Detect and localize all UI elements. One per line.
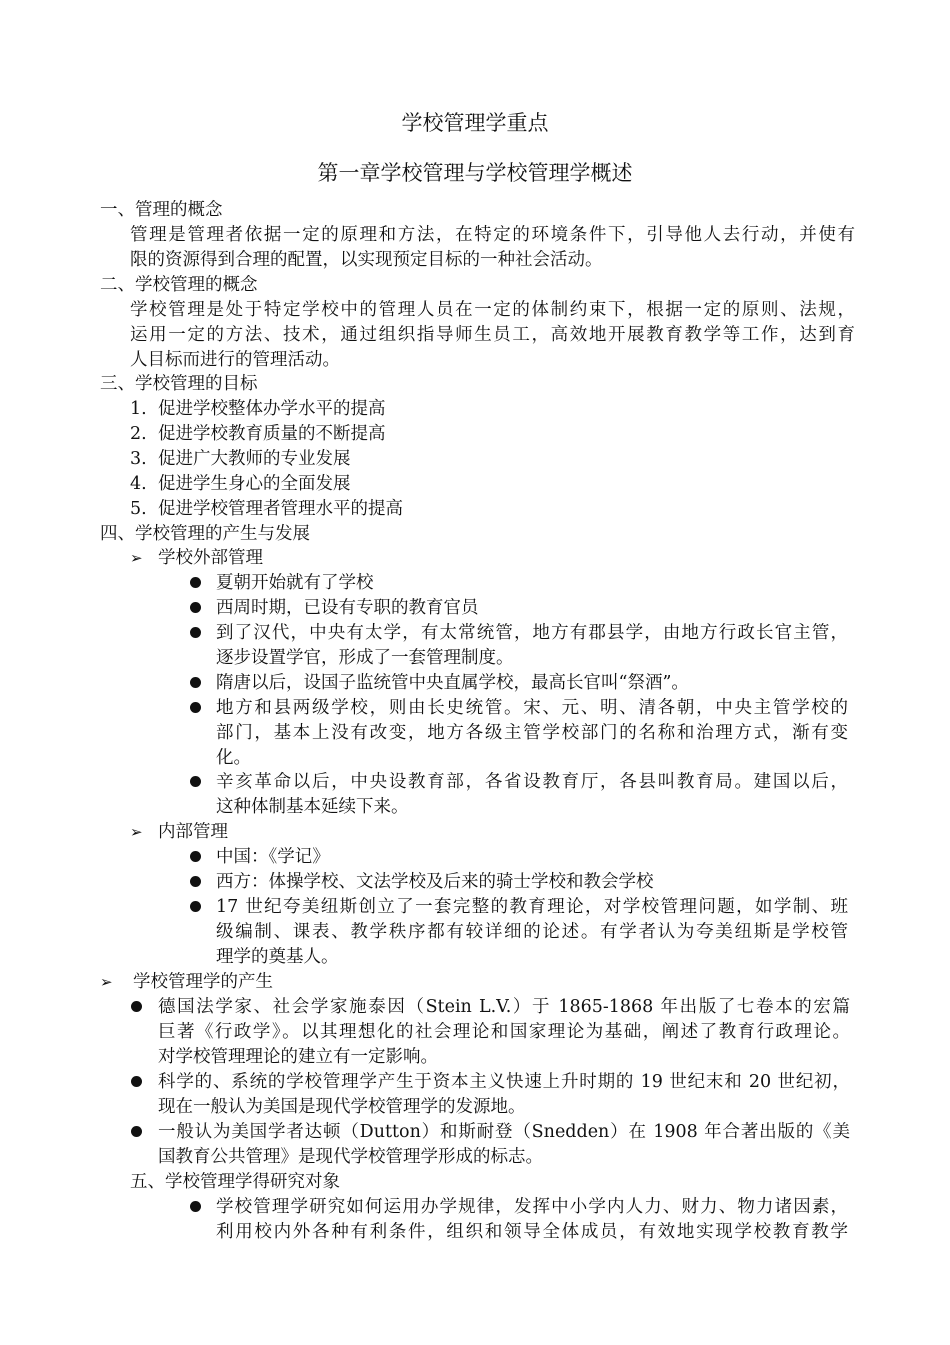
bullet-dot-icon [131,1126,142,1137]
bullet-text: 一般认为美国学者达顿（Dutton）和斯耐登（Snedden）在 1908 年合著出版的《美 [158,1122,850,1142]
section-heading: 一、管理的概念 [100,200,223,220]
bullet-dot-icon [190,627,201,638]
chapter-title: 第一章学校管理与学校管理学概述 [317,161,633,185]
bullet-dot-icon [190,577,201,588]
bullet-text: 逐步设置学官，形成了一套管理制度。 [216,648,514,668]
arrow-bullet-icon: ➢ [100,973,113,991]
paragraph-line: 运用一定的方法、技术，通过组织指导师生员工，高效地开展教育教学等工作，达到育 [130,325,855,345]
bullet-text: 巨著《行政学》。以其理想化的社会理论和国家理论为基础，阐述了教育行政理论。 [158,1022,850,1042]
bullet-dot-icon [190,677,201,688]
list-item: 促进学校教育质量的不断提高 [158,424,386,444]
bullet-text: 17 世纪夸美纽斯创立了一套完整的教育理论，对学校管理问题，如学制、班 [216,897,848,917]
bullet-dot-icon [190,1201,201,1212]
arrow-bullet-icon: ➢ [130,823,143,841]
bullet-dot-icon [190,851,201,862]
paragraph-line: 管理是管理者依据一定的原理和方法，在特定的环境条件下，引导他人去行动，并使有 [130,225,855,245]
list-number: 5. [130,499,147,519]
bullet-dot-icon [190,702,201,713]
bullet-text: 利用校内外各种有利条件，组织和领导全体成员，有效地实现学校教育教学 [216,1222,848,1242]
subsection-label: 学校外部管理 [158,548,263,568]
paragraph-line: 限的资源得到合理的配置，以实现预定目标的一种社会活动。 [130,250,603,270]
list-number: 2. [130,424,147,444]
list-item: 促进学校管理者管理水平的提高 [158,499,403,519]
section-heading: 五、学校管理学得研究对象 [130,1172,340,1192]
bullet-text: 西方：体操学校、文法学校及后来的骑士学校和教会学校 [216,872,654,892]
list-item: 促进广大教师的专业发展 [158,449,351,469]
bullet-dot-icon [190,876,201,887]
bullet-text: 科学的、系统的学校管理学产生于资本主义快速上升时期的 19 世纪末和 20 世纪初， [158,1072,850,1092]
section-heading: 三、学校管理的目标 [100,374,258,394]
list-number: 3. [130,449,147,469]
paragraph-line: 学校管理是处于特定学校中的管理人员在一定的体制约束下，根据一定的原则、法规， [130,300,855,320]
list-item: 促进学生身心的全面发展 [158,474,351,494]
bullet-dot-icon [131,1076,142,1087]
bullet-text: 这种体制基本延续下来。 [216,797,409,817]
bullet-text: 西周时期，已设有专职的教育官员 [216,598,479,618]
bullet-text: 部门，基本上没有改变，地方各级主管学校部门的名称和治理方式，渐有变 [216,723,848,743]
bullet-dot-icon [131,1001,142,1012]
paragraph-line: 人目标而进行的管理活动。 [130,350,340,370]
bullet-text: 夏朝开始就有了学校 [216,573,374,593]
bullet-text: 现在一般认为美国是现代学校管理学的发源地。 [158,1097,526,1117]
document-title: 学校管理学重点 [401,111,549,135]
bullet-text: 德国法学家、社会学家施泰因（Stein L.V.）于 1865-1868 年出版了七卷本的宏篇 [158,997,850,1017]
bullet-text: 化。 [216,748,251,768]
bullet-text: 国教育公共管理》是现代学校管理学形成的标志。 [158,1147,543,1167]
list-item: 促进学校整体办学水平的提高 [158,399,386,419]
arrow-bullet-icon: ➢ [130,549,143,567]
bullet-text: 理学的奠基人。 [216,947,339,967]
bullet-text: 对学校管理理论的建立有一定影响。 [158,1047,438,1067]
bullet-text: 学校管理学研究如何运用办学规律，发挥中小学内人力、财力、物力诸因素， [216,1197,848,1217]
section-heading: 四、学校管理的产生与发展 [100,524,310,544]
list-number: 4. [130,474,147,494]
bullet-dot-icon [190,602,201,613]
bullet-text: 中国：《学记》 [216,847,330,867]
bullet-text: 到了汉代，中央有太学，有太常统管，地方有郡县学，由地方行政长官主管， [216,623,848,643]
list-number: 1. [130,399,147,419]
subsection-label: 学校管理学的产生 [133,972,273,992]
bullet-text: 地方和县两级学校，则由长史统管。宋、元、明、清各朝，中央主管学校的 [216,698,848,718]
bullet-dot-icon [190,901,201,912]
bullet-dot-icon [190,776,201,787]
bullet-text: 级编制、课表、教学秩序都有较详细的论述。有学者认为夸美纽斯是学校管 [216,922,848,942]
section-heading: 二、学校管理的概念 [100,275,258,295]
bullet-text: 隋唐以后，设国子监统管中央直属学校，最高长官叫“祭酒”。 [216,673,689,693]
bullet-text: 辛亥革命以后，中央设教育部，各省设教育厅，各县叫教育局。建国以后， [216,772,848,792]
subsection-label: 内部管理 [158,822,228,842]
